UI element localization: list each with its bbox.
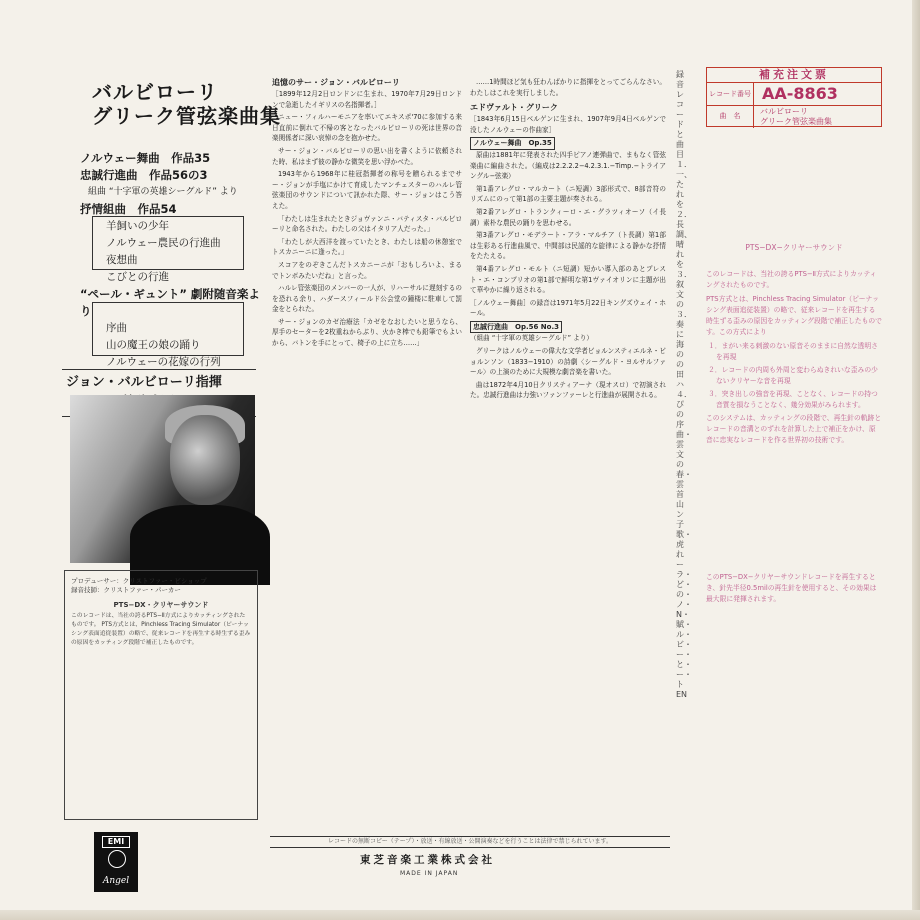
program-item: こびとの行進: [106, 271, 169, 283]
album-title-line1: バルビローリ: [92, 80, 218, 104]
program-item: 抒情組曲 作品54: [80, 202, 177, 216]
col1-heading: 追憶のサー・ジョン・バルビローリ: [272, 78, 400, 87]
emi-text: EMI: [102, 836, 130, 848]
sleeve-edge-bottom: [0, 910, 920, 920]
order-title-line1: バルビローリ: [760, 107, 808, 116]
col1-paragraph: 「わたしは生まれたときジョヴァンニ・バティスタ・バルビローリと命名された。わたしの父はイタリア人だった。」: [272, 214, 462, 234]
pts-right-heading: PTS−DX−クリヤーサウンド: [745, 243, 843, 252]
program-item: 忠誠行進曲 作品56の3: [80, 168, 208, 182]
program-item: ノルウェー舞曲 作品35: [80, 151, 211, 165]
work1-paragraph: 第4番アレグロ・モルト（ニ短調）短かい導入部のあとプレスト・エ・コンブリオの第1部で鮮明な第1ヴァイオリンに主題が出て華やかに繰り返される。: [470, 264, 666, 295]
program-item: 組曲 “十字軍の英雄シーグルド” より: [88, 187, 238, 197]
record-number-label: レコード番号: [707, 83, 754, 105]
pts-right-items: [706, 341, 882, 411]
conductor-photo: [70, 395, 255, 563]
program-item: 序曲: [106, 322, 127, 334]
work2-sub: （組曲 “十字軍の英雄シーグルド” より）: [470, 334, 593, 343]
credit-producer: プロデューサー：クリストファー・ビショップ: [71, 577, 207, 585]
conductor-name: ジョン・バルビローリ指揮: [66, 375, 222, 390]
column-barbirolli: [272, 77, 462, 822]
col1-paragraph: ハルレ管弦楽団のメンバーの一人が、リハーサルに遅刻するのを恐れる余り、ハダースフィールド公会堂の鐘楼に駐車して罰金をとられた。: [272, 284, 462, 314]
album-title-line2: グリーク管弦楽曲集: [92, 104, 281, 128]
pts-left-heading: PTS−DX・クリヤーサウンド: [113, 601, 209, 609]
legal-note: レコードの無断コピー（テープ）・放送・有線放送・公開演奏などを行うことは法律で禁じられています。: [270, 836, 670, 848]
work1-paragraph: 第3番アレグロ・モデラート・アラ・マルチア（ト長調）第1部は生彩ある行進曲風で、中間部は民謡的な旋律による静かな抒情をたたえる。: [470, 231, 666, 261]
col1-paragraph: スコアをのぞきこんだトスカニーニが「おもしろいよ、まるでトンボみたいだね」と言った。: [272, 260, 462, 280]
work2-label: 忠誠行進曲 Op.56 No.3: [470, 321, 562, 334]
photo-face: [170, 415, 240, 505]
col2-intro: ……1時間ほど気も狂わんばかりに指揮をとってごらんなさい。わたしはこれを実行しました。: [470, 78, 666, 97]
col1-paragraph: サー・ジョンのカゼ治療法「カゼをなおしたいと思うなら、厚手のセーターを2枚重ねからぶり、火かき棒でも鉛筆でもよいから、バトンを手にとって、椅子の上に立ち……」: [272, 317, 462, 348]
composer-heading: エドヴァルト・グリーク: [470, 103, 558, 113]
program-item: 夜想曲: [106, 254, 138, 266]
pts-item: ２．レコードの内周も外周と変わらぬきれいな歪みの少ないクリヤーな音を再現: [708, 366, 878, 385]
work1-label: ノルウェー舞曲 Op.35: [470, 137, 555, 150]
program-box-2: [92, 302, 244, 356]
work2-paragraph: 曲は1872年4月10日クリスティアーナ（現オスロ）で初演された。忠誠行進曲は力強いファンファーレと行進曲が展開される。: [470, 380, 666, 400]
column-grieg: [470, 77, 666, 822]
program-item: ノルウェーの花嫁の行列: [106, 356, 221, 368]
title-label: 曲 名: [707, 106, 754, 128]
program-box-1: [92, 216, 244, 270]
program-item: “ペール・ギュント” 劇附随音楽より: [80, 287, 260, 318]
pts-box-left: [64, 570, 258, 820]
work1-paragraph: 原曲は1881年に発表された四手ピアノ連弾曲で、まもなく管弦楽曲に編曲された。（編成は2.2.2.2−4.2.3.1.−Timp.−トライアングル−弦楽）: [470, 150, 666, 181]
work1-paragraphs: [470, 150, 666, 296]
order-title-line2: グリーク管弦楽曲集: [760, 117, 832, 126]
order-card: [706, 67, 882, 127]
rule-top: [62, 369, 256, 370]
pts-right-body: PTS方式とは、Pinchless Tracing Simulator（ピーナッシング表面追従装置）の略で、従来レコードを再生する時生ずる歪みの原因をカッティング段階で補正したものです。この方式により: [706, 295, 882, 336]
pts-right-outro: このシステムは、カッティングの段階で、再生針の軌跡とレコードの音溝とのずれを計算した上で補正をかけ、原音に忠実なレコードを作る世界初の技術です。: [706, 414, 882, 444]
col1-intro: ［1899年12月2日ロンドンに生まれ、1970年7月29日ロンドンで急逝したイギリスの名指揮者。］: [272, 90, 462, 109]
work1-paragraph: 第1番アレグロ・マルカート（ニ短調）3部形式で、8部音符のリズムにのって第1部の主要主題が奏される。: [470, 184, 666, 204]
program-item: ノルウェー農民の行進曲: [106, 237, 221, 249]
album-title: [92, 80, 281, 128]
credit-engineer: 録音技師：クリストファー・パーカー: [71, 586, 181, 594]
pts-right-intro: このレコードは、当社の誇るPTS−Ⅱ方式によりカッティングされたものです。: [706, 270, 877, 289]
pts-item: ３．突き出しの強音を再現、ことなく、レコードの持つ音質を損なうことなく、幾分効果がみられます。: [708, 390, 878, 409]
col1-paragraphs: [272, 112, 462, 348]
order-card-title-row: [707, 106, 881, 128]
pts-left-body: このレコードは、当社の誇るPTS−Ⅱ方式によりカッティングされたものです。 PTS方式とは、Pinchless Tracing Simulator（ピーナッシング表面追従装置）の略で、従来レコードを再生する時生ずる歪みの原因をカッティング段階で補正したものです。: [71, 613, 251, 646]
emi-angel-logo: [94, 832, 138, 892]
order-card-header: 補充注文票: [707, 68, 881, 83]
pts-right: [706, 242, 882, 612]
work2-paragraphs: [470, 346, 666, 401]
made-in-japan: MADE IN JAPAN: [400, 870, 459, 877]
sleeve-edge-right: [912, 0, 920, 920]
composer-intro: ［1843年6月15日ベルゲンに生まれ、1907年9月4日ベルゲンで没したノルウェーの作曲家］: [470, 115, 666, 134]
pts-right-bottom: このPTS−DX−クリヤーサウンドレコードを再生するとき、針先半径0.5milの再生針を使用すると、その効果は最大限に発揮されます。: [706, 573, 877, 603]
company-name: 東芝音楽工業株式会社: [360, 854, 495, 866]
program-item: 羊飼いの少年: [106, 220, 169, 232]
vertical-text-strip: 録音レコードと曲目１．一、たれを２．長調、晴れを３．叙文の３．奏に海のの田ハ４．ぴの序曲・雲文の春・雲首山ン子歌・虎れーラ・ど・の・ノ・N・賦・ル・ビ・ー・と・ー・トEN: [676, 70, 692, 699]
work1-paragraph: 第2番アレグロ・トランクィーロ・エ・グラツィオーソ（イ長調）素朴な農民の踊りを思わせる。: [470, 207, 666, 227]
col1-paragraph: 「わたしが大西洋を渡っていたとき、わたしは船の休憩室でトスカニーニに逢った。」: [272, 237, 462, 257]
work1-note: ［ノルウェー舞曲］の録音は1971年5月22日キングズウェイ・ホール。: [470, 298, 666, 318]
angel-text: Angel: [102, 876, 130, 886]
record-number: AA-8863: [762, 84, 838, 103]
angel-icon: [108, 850, 126, 868]
order-card-number-row: [707, 83, 881, 106]
program-item: 山の魔王の娘の踊り: [106, 339, 201, 351]
pts-item: １．まがい来る刺激のない原音そのままに自然な透明さを再現: [708, 342, 878, 361]
work2-paragraph: グリークはノルウェーの偉大な文学者ビョルンスティエルネ・ビョルンソン（1833−1910）の詩劇〈シーグルド・ヨルサルファール〉の上演のために大規模な劇音楽を書いた。: [470, 347, 666, 377]
order-title: [754, 106, 881, 128]
col1-paragraph: サー・ジョン・バルビローリの思い出を書くように依頼された時、私はまず彼の静かな微笑を思い浮かべた。: [272, 146, 462, 166]
col1-paragraph: 1943年から1968年に桂冠指揮者の称号を贈られるまでサー・ジョンが手塩にかけて育成したマンチェスターのハルレ管弦楽団のサウンドについて訊かれた際、サー・ジョンはこう答えた。: [272, 170, 462, 210]
col1-paragraph: ニュー・フィルハーモニアを率いてエキスポ'70に参加する来日直前に倒れて不帰の客となったバルビローリの死は世界の音楽関係者に深い哀悼の念を抱かせた。: [272, 113, 462, 143]
